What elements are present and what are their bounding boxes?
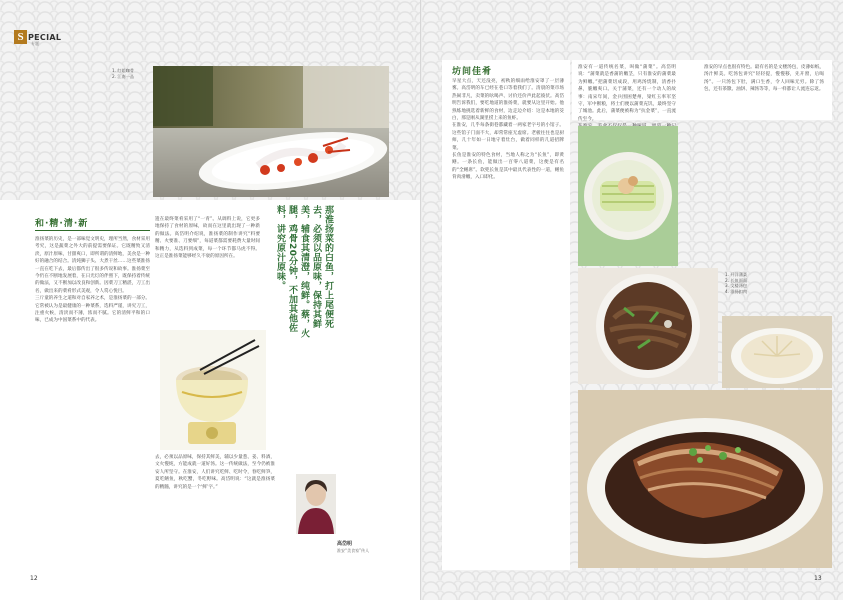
photo-caption-right: 1. 开洋蒲菜 2. 长鱼面面 3. 文楼汤包 4. 淮扬扣肉 xyxy=(725,272,748,294)
author-title: 淮安“美食家”传人 xyxy=(337,548,370,553)
pucai-bowl-photo xyxy=(578,126,678,266)
crab-dish-photo xyxy=(153,66,389,197)
left-section-title: 和·精·清·新 xyxy=(35,219,89,229)
braised-pork-photo xyxy=(578,390,832,568)
right-page-number: 13 xyxy=(814,575,822,582)
photo-caption-left: 1. 红姐咖骨 2. 江南一品 xyxy=(112,68,135,79)
soup-bowl-photo xyxy=(160,330,266,450)
author-photo xyxy=(296,474,336,534)
right-body-column-3: 淮安的早点也很有特色。最有名的是文楼汤包，皮薄如纸，汤汁鲜美。吃汤包讲究“轻轻提，慢慢移，先开窗，后喝汤”。一只汤包下肚，满口生香，令人回味无穷。除了汤包，还有茶馓、油饼、辣汤等等，每一样都让人流连忘返。 xyxy=(704,65,824,93)
right-section-title: 坊间佳肴 xyxy=(452,67,493,77)
logo-subtitle: 专题 xyxy=(31,41,39,46)
left-page xyxy=(0,0,421,600)
eel-noodle-photo xyxy=(578,268,718,384)
vertical-pull-quote: 那淮扬菜的白鱼，打上尾便死去，必须以品原味，保持其鲜美，辅食其清澄，纯鲜。蔡，火腿，鸡骨20分钟，不加其他佐料，讲究原汁原味。 xyxy=(275,205,333,338)
left-body-column-1: 淮扬菜的历史，是一部味觉文明史，理所当然，食材采用考究，这是蔬菜之外大的前提需要保证。它既精致又清淡，原汁原味，甘甜爽口，即所谓的清鲜地，美食是一种好的融合的结合。清炖狮子头、大煮干丝……这些菜淮扬一直在吃下去，最后都传出了很多传说和故事。淮扬菜至今仍在不断地发展着，在日光灯的伴照下，既保持着传统的做法，又不断加以改良和创新。因菜刀工精湛，刀工出名，做出来的菜肴形式美观，令人赏心悦目。 三斤童的养生之道和对自家养之术，是淮扬菜的一部分。它常被认为是最健康的一种菜系，选料严谨，讲究刀工，注重火候，清淡而不薄，浓而不腻。它的清鲜平和的口味，已成为中国菜系中的代表。 xyxy=(35,237,150,324)
tangbao-photo xyxy=(722,316,832,388)
author-name: 高岱明 xyxy=(337,541,353,547)
section-rule xyxy=(35,230,150,231)
right-body-column-2: 淮安有一道传统名菜，叫做“蒲菜”。高岱明说：“蒲菜就是香蒲的嫩茎，只有淮安的蒲菜最为鲜嫩。”把蒲菜切成段，用鸡汤烧制，清香扑鼻，脆嫩爽口。关于蒲菜，还有一个动人的故事：南宋年间，金兵围困楚州，梁红玉率军坚守，军中断粮，将士们便以蒲菜充饥，最终坚守了城池。此后，蒲菜便被称为“抗金菜”，一直流传至今。 xyxy=(578,65,676,122)
left-body-column-2: 遗在最终菜肴采用了“一青”。从调料上说，它更多地保持了食材的原味，故而在这里就出现了一种新的做法。高岱明介绍说，淮扬菜的制作讲究“料要精、火要准、刀要细”，每道菜都需要耗费大量时间和精力，从选料到成菜，每一个环节都马虎不得。这正是淮扬菜能够经久不衰的原因所在。 xyxy=(155,217,260,260)
logo-letter: S xyxy=(14,30,27,44)
right-body-column-1: 早星大点，天还没亮，初秋的细雨给淮安罩了一层薄雾。高岱明的车已经在巷口等着我们了。清晨的菜市场热闹非凡，卖菜的吆喝声、讨价还价声此起彼伏。高岱明告诉我们，要吃地道的淮扬菜，就要从这里开始。他熟练地挑选着新鲜的食材，边走边介绍：这是本地的茭白，那是刚从湖里捞上来的鱼虾。 在淮安，几乎每条街巷都藏着一两家老字号的小馆子。这些馆子门面不大，却常常座无虚席。老板往往也是厨师，几十年如一日地守着灶台，做着同样的几道招牌菜。 长鱼是淮安的特色食材，当地人称之为“长鱼”，即黄鳝。一条长鱼，能做出一百零八道菜，这便是有名的“全鳝席”。软兜长鱼是其中最具代表性的一道，鳝鱼背肉滑嫩，入口即化。 xyxy=(452,79,564,181)
right-page xyxy=(422,0,843,600)
left-body-column-3: 去，必须以品原味，保持其鲜美，辅以少量葱、姜、料酒，文火慢炖，方能成就一道好汤。这一传统做法，至今仍被淮安人所坚守。在淮安，人们讲究吃鲜、吃时令，春吃鲜笋，夏吃鳝鱼，秋吃蟹，冬吃野味。高岱明说：“这就是淮扬菜的精髓，讲究的是一个‘鲜’字。” xyxy=(155,455,275,490)
logo-text: PECIAL xyxy=(28,32,62,42)
left-page-number: 12 xyxy=(30,575,38,582)
